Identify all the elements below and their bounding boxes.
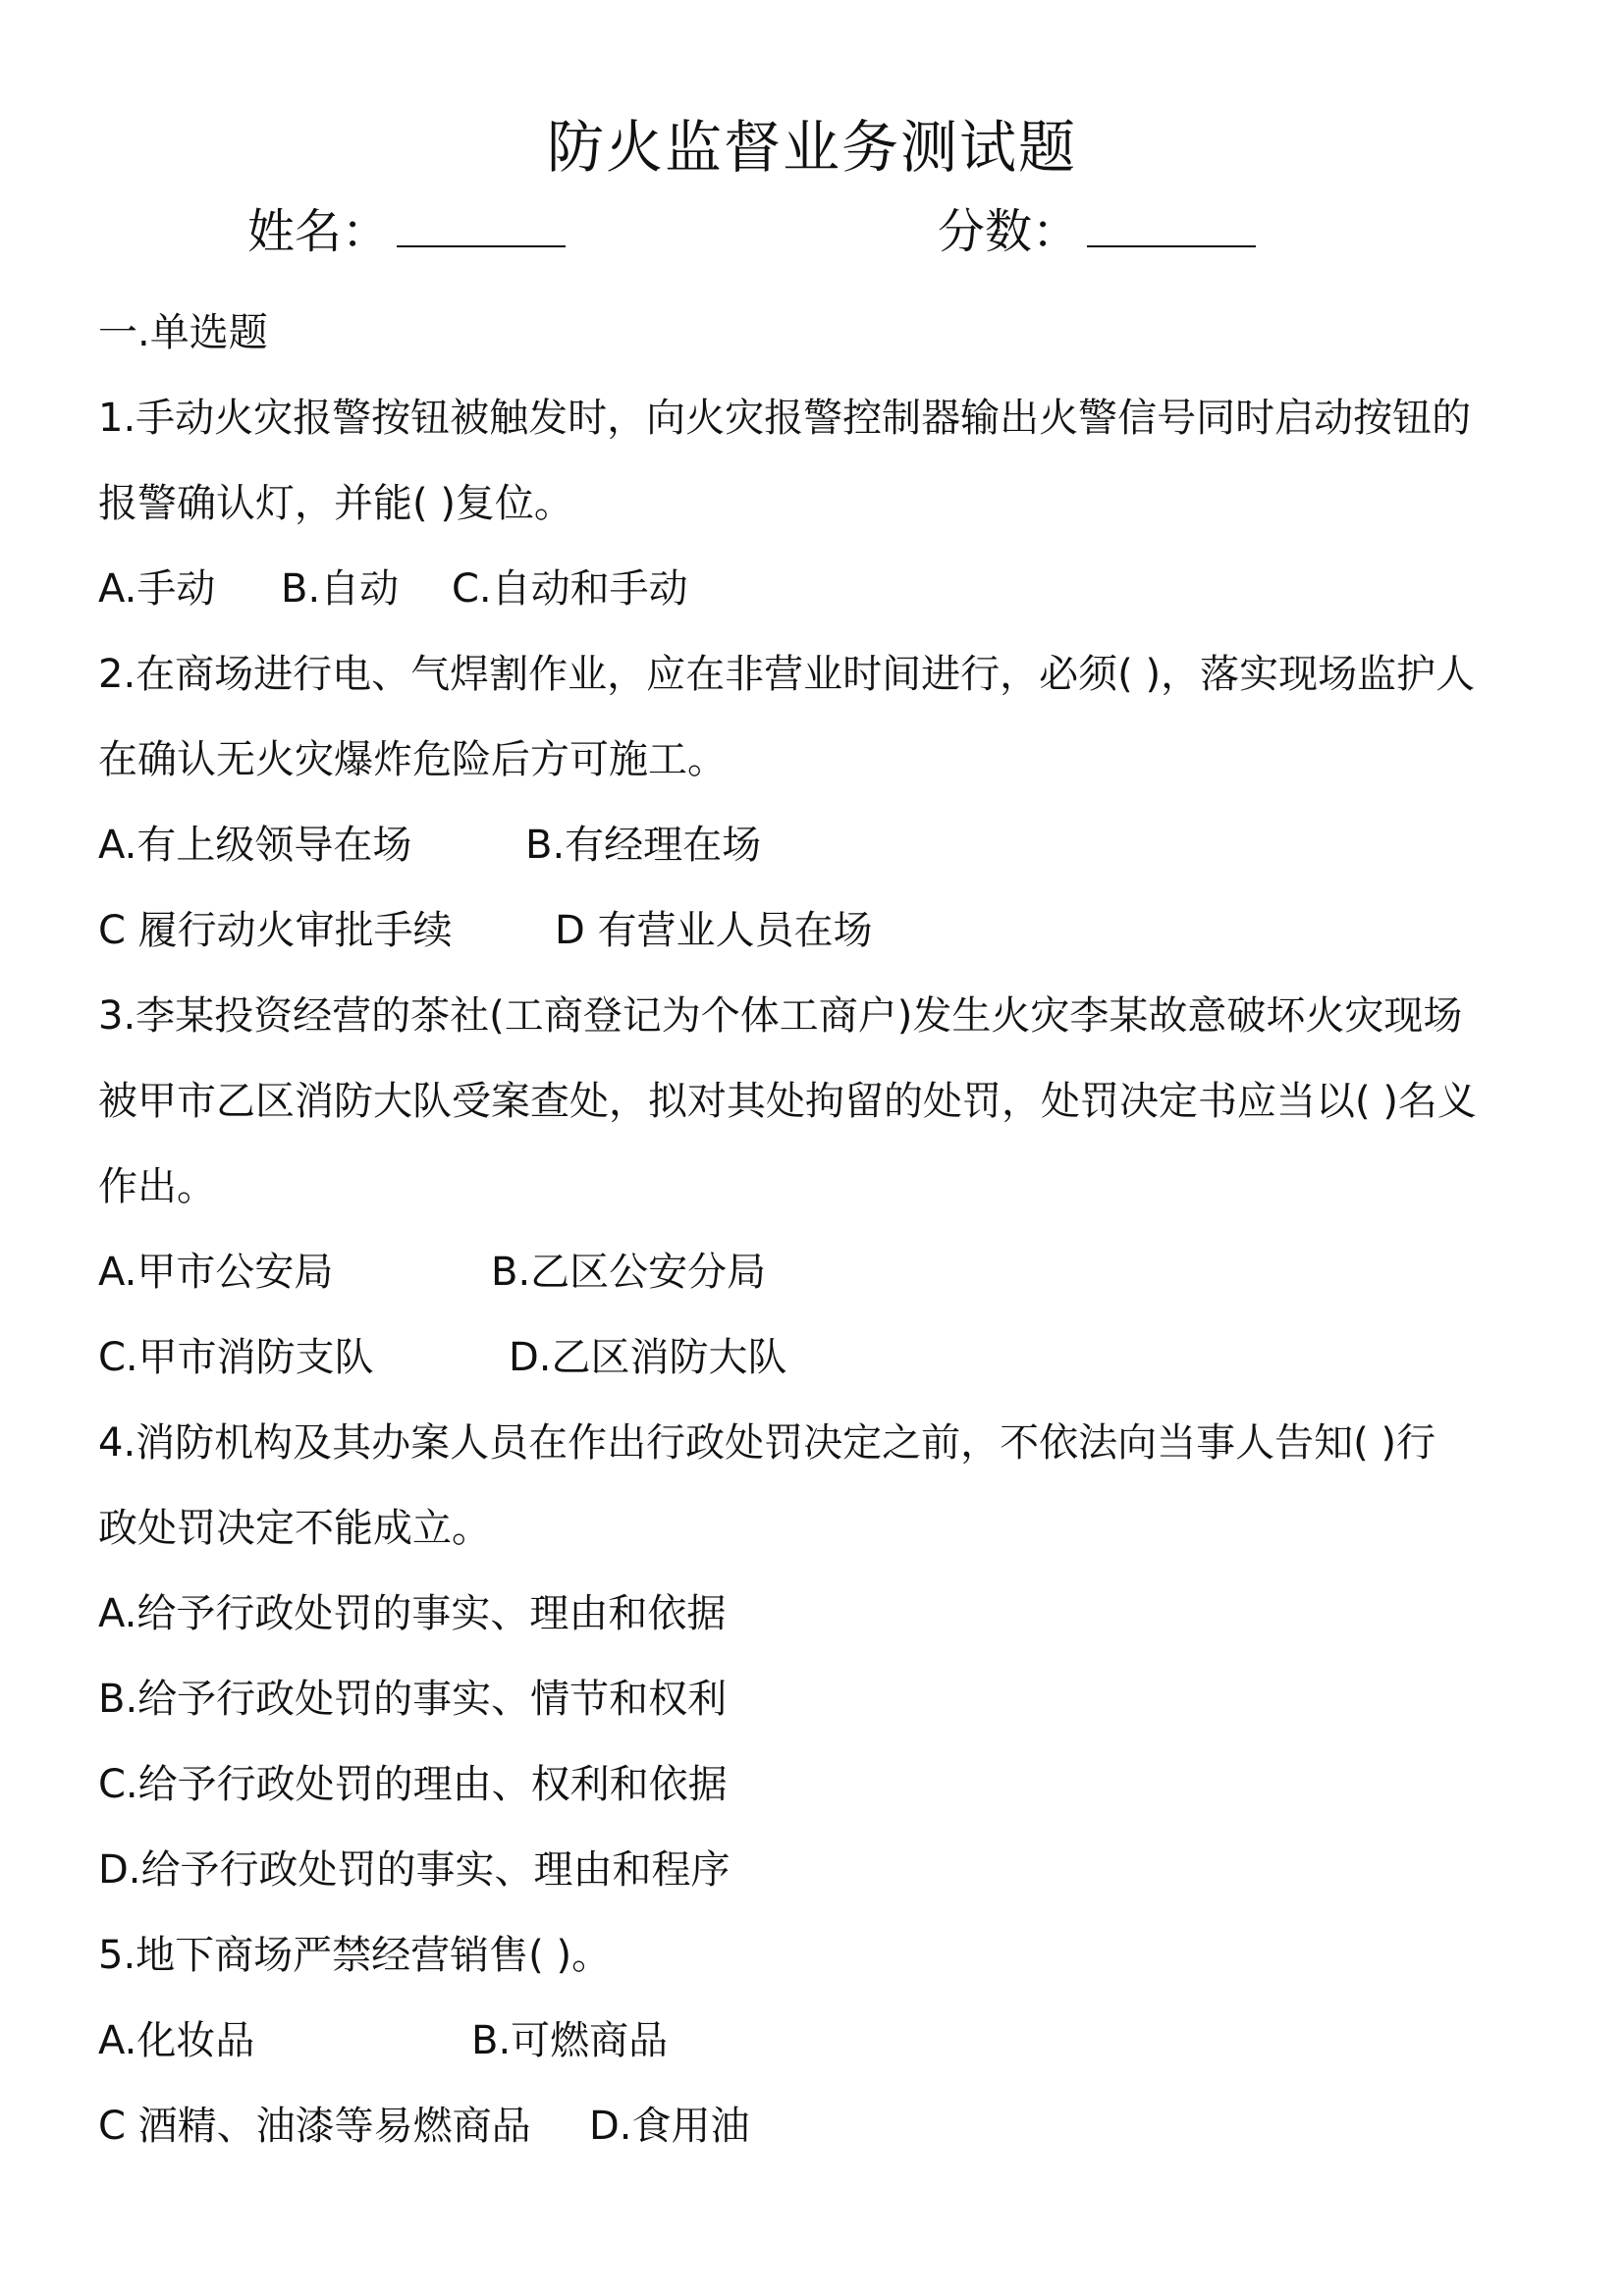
question-stem-line: 2.在商场进行电、气焊割作业，应在非营业时间进行，必须( )，落实现场监护人 [98,652,1476,697]
option-d: D.给予行政处罚的事实、理由和程序 [98,1847,731,1893]
question-stem-line: 4.消防机构及其办案人员在作出行政处罚决定之前，不依法向当事人告知( )行 [98,1420,1436,1466]
page-title: 防火监督业务测试题 [546,114,1077,181]
question-stem-line: 报警确认灯，并能( )复位。 [98,481,573,526]
option-a: A.有上级领导在场 [98,823,412,868]
section-heading: 一.单选题 [98,310,268,355]
option-c: C 酒精、油漆等易燃商品 [98,2104,531,2149]
question-stem-line: 作出。 [98,1164,216,1209]
question-1 [98,376,1532,632]
score-blank[interactable] [1087,196,1256,247]
option-c: C.自动和手动 [452,566,688,612]
option-a: A.给予行政处罚的事实、理由和依据 [98,1591,727,1636]
question-list [98,291,1532,2169]
option-row [98,1999,1532,2084]
name-field [247,196,566,266]
option-c: C 履行动火审批手续 [98,908,453,953]
question-2 [98,632,1532,974]
question-stem-line: 政处罚决定不能成立。 [98,1506,491,1551]
option-row [98,803,1532,888]
option-row [98,2084,1532,2169]
score-field [938,196,1256,266]
option-d: D 有营业人员在场 [555,908,873,953]
question-stem-line: 3.李某投资经营的茶社(工商登记为个体工商户)发生火灾李某故意破坏火灾现场 [98,993,1463,1039]
name-blank[interactable] [397,196,566,247]
question-stem-line: 1.手动火灾报警按钮被触发时，向火灾报警控制器输出火警信号同时启动按钮的 [98,396,1472,441]
option-d: D.乙区消防大队 [509,1335,787,1380]
option-b: B.有经理在场 [525,823,762,868]
option-b: B.自动 [281,566,400,612]
question-stem-line: 5.地下商场严禁经营销售( )。 [98,1933,612,1978]
option-d: D.食用油 [589,2104,750,2149]
option-a: A.甲市公安局 [98,1250,334,1295]
option-row [98,1315,1532,1401]
question-3 [98,974,1532,1401]
question-4 [98,1401,1532,1913]
option-row [98,1230,1532,1315]
option-row [98,888,1532,974]
option-c: C.甲市消防支队 [98,1335,374,1380]
option-a: A.化妆品 [98,2018,255,2063]
option-c: C.给予行政处罚的理由、权利和依据 [98,1762,728,1807]
score-label: 分数： [938,204,1080,259]
option-row [98,547,1532,632]
name-label: 姓名： [247,204,390,259]
option-a: A.手动 [98,566,216,612]
option-b: B.给予行政处罚的事实、情节和权利 [98,1677,728,1722]
option-b: B.乙区公安分局 [491,1250,767,1295]
question-5 [98,1913,1532,2169]
option-b: B.可燃商品 [471,2018,669,2063]
question-stem-line: 在确认无火灾爆炸危险后方可施工。 [98,737,727,782]
question-stem-line: 被甲市乙区消防大队受案查处，拟对其处拘留的处罚，处罚决定书应当以( )名义 [98,1079,1477,1124]
